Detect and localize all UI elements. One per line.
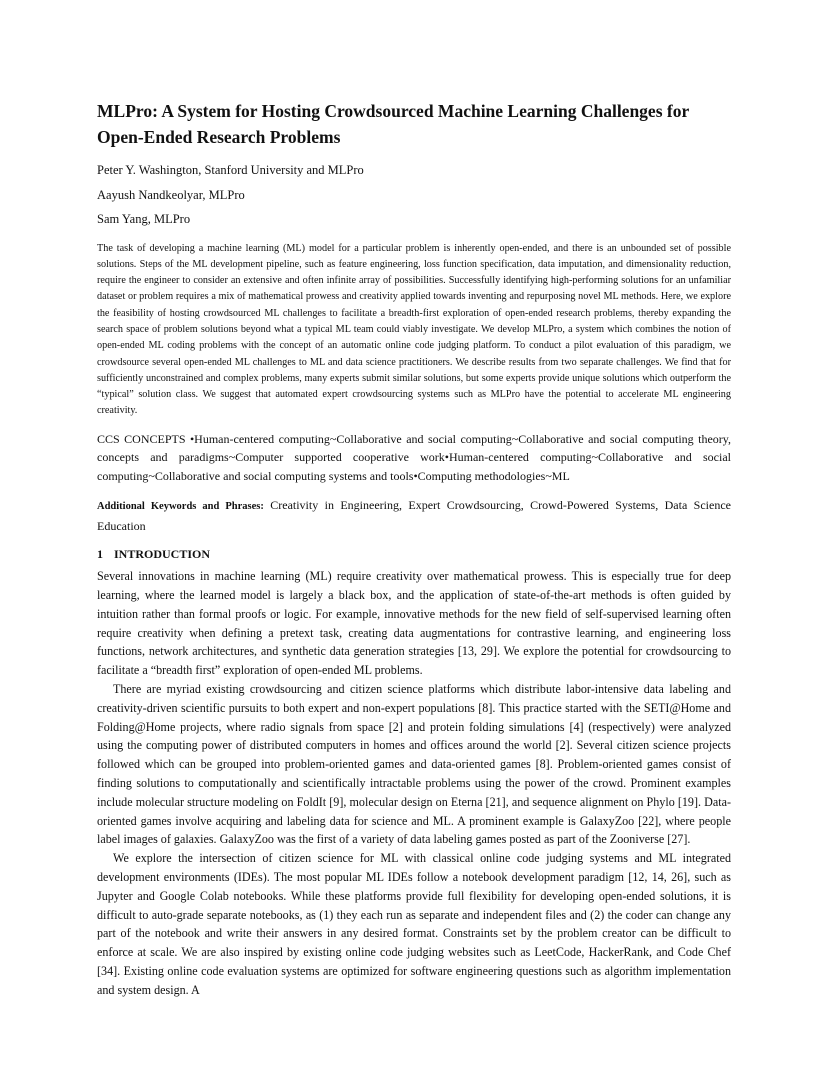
section-number: 1: [97, 547, 103, 562]
paper-title: MLPro: A System for Hosting Crowdsourced Machine Learning Challenges for Open-Ended Research Problems: [97, 101, 689, 147]
author-2: Aayush Nandkeolyar, MLPro: [97, 187, 245, 202]
paper-page: [97, 98, 731, 1000]
keywords-text: Creativity in Engineering, Expert Crowdsourcing, Crowd-Powered Systems, Data Science Education: [97, 497, 731, 533]
ccs-concepts-label: CCS CONCEPTS: [97, 431, 186, 446]
section-heading: [97, 545, 731, 563]
author-3: Sam Yang, MLPro: [97, 212, 191, 226]
keywords: [97, 496, 731, 535]
ccs-concepts-text: •Human-centered computing~Collaborative and social computing~Collaborative and social computing theory, concepts and paradigms~Computer supported cooperative work•Human-centered computing~Collaborative and social computing~Collaborative and social computing systems and tools•Computing methodologies~ML: [97, 431, 731, 484]
paragraph-1: Several innovations in machine learning (ML) require creativity over mathematical prowess. This is especially true for deep learning, where the learned model is largely a black box, and the application of state-of-the-art methods is often guided by intuition rather than formal proofs or logic. For example, innovative methods for the new field of self-supervised learning often require creativity when defining a pretext task, creating data augmentations for contrastive learning, and engineering loss functions, network architectures, and synthetic data generation strategies [13, 29]. We explore the potential for crowdsourcing to facilitate a “breadth first” exploration of open-ended ML problems.: [97, 569, 731, 678]
paragraph-2: There are myriad existing crowdsourcing and citizen science platforms which distribute labor-intensive data labeling and creativity-driven scientific pursuits to both expert and non-expert populations [8]. This practice started with the SETI@Home and Folding@Home projects, where radio signals from space [2] and protein folding simulations [4] (respectively) were analyzed using the computing power of distributed computers in homes and offices around the world [2]. Several citizen science projects followed which can be grouped into problem-oriented games and data-oriented games [8]. Problem-oriented games consist of finding solutions to computationally and scientifically intractable problems using the power of the crowd. Prominent examples include molecular structure modeling on FoldIt [9], molecular design on Eterna [21], and sequence alignment on Phylo [19]. Data-oriented games involve acquiring and labeling data for science and ML. A prominent example is GalaxyZoo [22], where people label images of galaxies. GalaxyZoo was the first of a variety of data labeling games posted as part of the Zooniverse [27].: [97, 682, 731, 847]
ccs-concepts: [97, 430, 731, 486]
keywords-label: Additional Keywords and Phrases:: [97, 500, 264, 512]
abstract: The task of developing a machine learning (ML) model for a particular problem is inherently open-ended, and there is an unbounded set of possible solutions. Steps of the ML development pipeline, such as feature engineering, loss function specification, data imputation, and dimensionality reduction, require the engineer to consider an extensive and often infinite array of possibilities. Successfully identifying high-performing solutions for an unfamiliar dataset or problem requires a mix of mathematical prowess and creativity applied towards inventing and repurposing novel ML methods. Here, we explore the feasibility of hosting crowdsourced ML challenges to facilitate a breadth-first exploration of open-ended research problems, thereby expanding the search space of problem solutions beyond what a typical ML team could viably investigate. We develop MLPro, a system which combines the notion of open-ended ML coding problems with the concept of an automatic online code judging platform. To conduct a pilot evaluation of this paradigm, we crowdsource several open-ended ML challenges to ML and data science practitioners. We describe results from two separate challenges. We find that for sufficiently unconstrained and complex problems, many experts submit similar solutions, but some experts provide unique solutions which outperform the “typical” solution class. We suggest that automated expert crowdsourcing systems such as MLPro have the potential to accelerate ML engineering creativity.: [97, 242, 731, 417]
paragraph-3: We explore the intersection of citizen science for ML with classical online code judging systems and ML integrated development environments (IDEs). The most popular ML IDEs follow a notebook development paradigm [12, 14, 26], such as Jupyter and Google Colab notebooks. While these platforms provide full flexibility for developing open-ended solutions, it is difficult to auto-grade separate notebooks, as (1) they each run as separate and independent files and (2) the coder can change any part of the notebook and write their answers in any desired format. Constraints set by the problem creator can be difficult to enforce at scale. We are also inspired by existing online code judging websites such as LeetCode, HackerRank, and Code Chef [34]. Existing online code evaluation systems are optimized for software engineering questions such as algorithm implementation and system design. A: [97, 851, 731, 997]
author-1: Peter Y. Washington, Stanford University and MLPro: [97, 163, 364, 177]
author-list: [97, 158, 731, 232]
section-title: INTRODUCTION: [114, 547, 211, 562]
